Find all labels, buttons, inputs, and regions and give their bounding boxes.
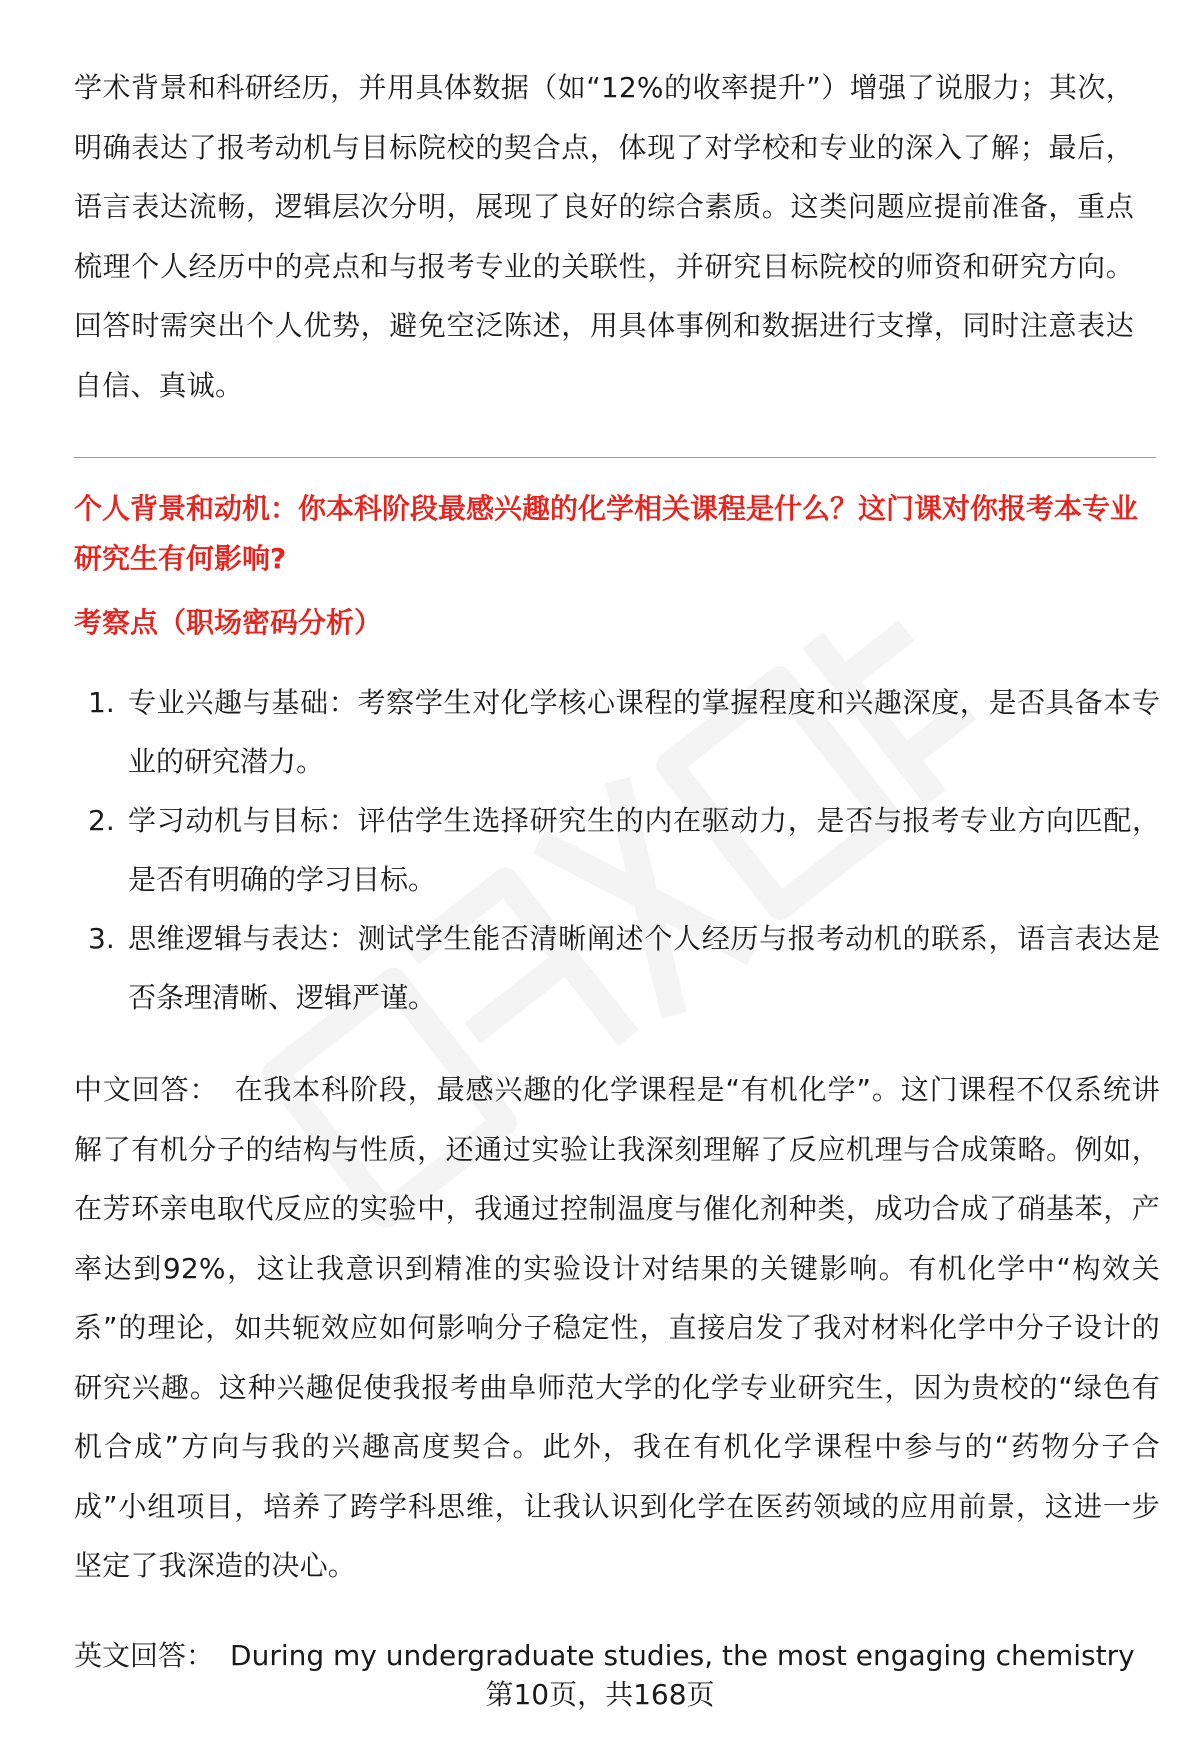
question-heading: 个人背景和动机：你本科阶段最感兴趣的化学相关课程是什么？这门课对你报考本专业研究生有何影响? bbox=[74, 492, 1139, 575]
chinese-answer bbox=[74, 1060, 1160, 1596]
section-divider bbox=[74, 457, 1156, 458]
list-number: 1. bbox=[88, 686, 115, 719]
list-number: 3. bbox=[88, 922, 115, 955]
chinese-answer-label: 中文回答： bbox=[74, 1073, 219, 1106]
intro-paragraph: 学术背景和科研经历，并用具体数据（如“12%的收率提升”）增强了说服力；其次，明确表达了报考动机与目标院校的契合点，体现了对学校和专业的深入了解；最后，语言表达流畅，逻辑层次分明，展现了良好的综合素质。这类问题应提前准备，重点梳理个人经历中的亮点和与报考专业的关联性，并研究目标院校的师资和研究方向。回答时需突出个人优势，避免空泛陈述，用具体事例和数据进行支撑，同时注意表达自信、真诚。 bbox=[74, 71, 1134, 402]
chinese-answer-paragraph bbox=[74, 1060, 1160, 1596]
list-item-text: 学习动机与目标：评估学生选择研究生的内在驱动力，是否与报考专业方向匹配，是否有明确的学习目标。 bbox=[128, 804, 1160, 896]
list-item bbox=[74, 909, 1160, 1027]
list-item bbox=[74, 673, 1160, 791]
intro-section bbox=[74, 58, 1134, 415]
assessment-title: 考察点（职场密码分析） bbox=[74, 606, 383, 639]
list-item-text: 专业兴趣与基础：考察学生对化学核心课程的掌握程度和兴趣深度，是否具备本专业的研究潜力。 bbox=[128, 686, 1160, 778]
english-answer-label: 英文回答： bbox=[74, 1639, 215, 1672]
assessment-points-list bbox=[74, 673, 1160, 1027]
list-item bbox=[74, 791, 1160, 909]
page-footer: 第10页，共168页 bbox=[485, 1678, 715, 1711]
list-number: 2. bbox=[88, 804, 115, 837]
english-answer-text: During my undergraduate studies, the most engaging chemistry bbox=[230, 1639, 1135, 1672]
chinese-answer-text: 在我本科阶段，最感兴趣的化学课程是“有机化学”。这门课程不仅系统讲解了有机分子的结构与性质，还通过实验让我深刻理解了反应机理与合成策略。例如，在芳环亲电取代反应的实验中，我通过控制温度与催化剂种类，成功合成了硝基苯，产率达到92%，这让我意识到精准的实验设计对结果的关键影响。有机化学中“构效关系”的理论，如共轭效应如何影响分子稳定性，直接启发了我对材料化学中分子设计的研究兴趣。这种兴趣促使我报考曲阜师范大学的化学专业研究生，因为贵校的“绿色有机合成”方向与我的兴趣高度契合。此外，我在有机化学课程中参与的“药物分子合成”小组项目，培养了跨学科思维，让我认识到化学在医药领域的应用前景，这进一步坚定了我深造的决心。 bbox=[74, 1073, 1160, 1582]
list-item-text: 思维逻辑与表达：测试学生能否清晰阐述个人经历与报考动机的联系，语言表达是否条理清晰、逻辑严谨。 bbox=[128, 922, 1160, 1014]
